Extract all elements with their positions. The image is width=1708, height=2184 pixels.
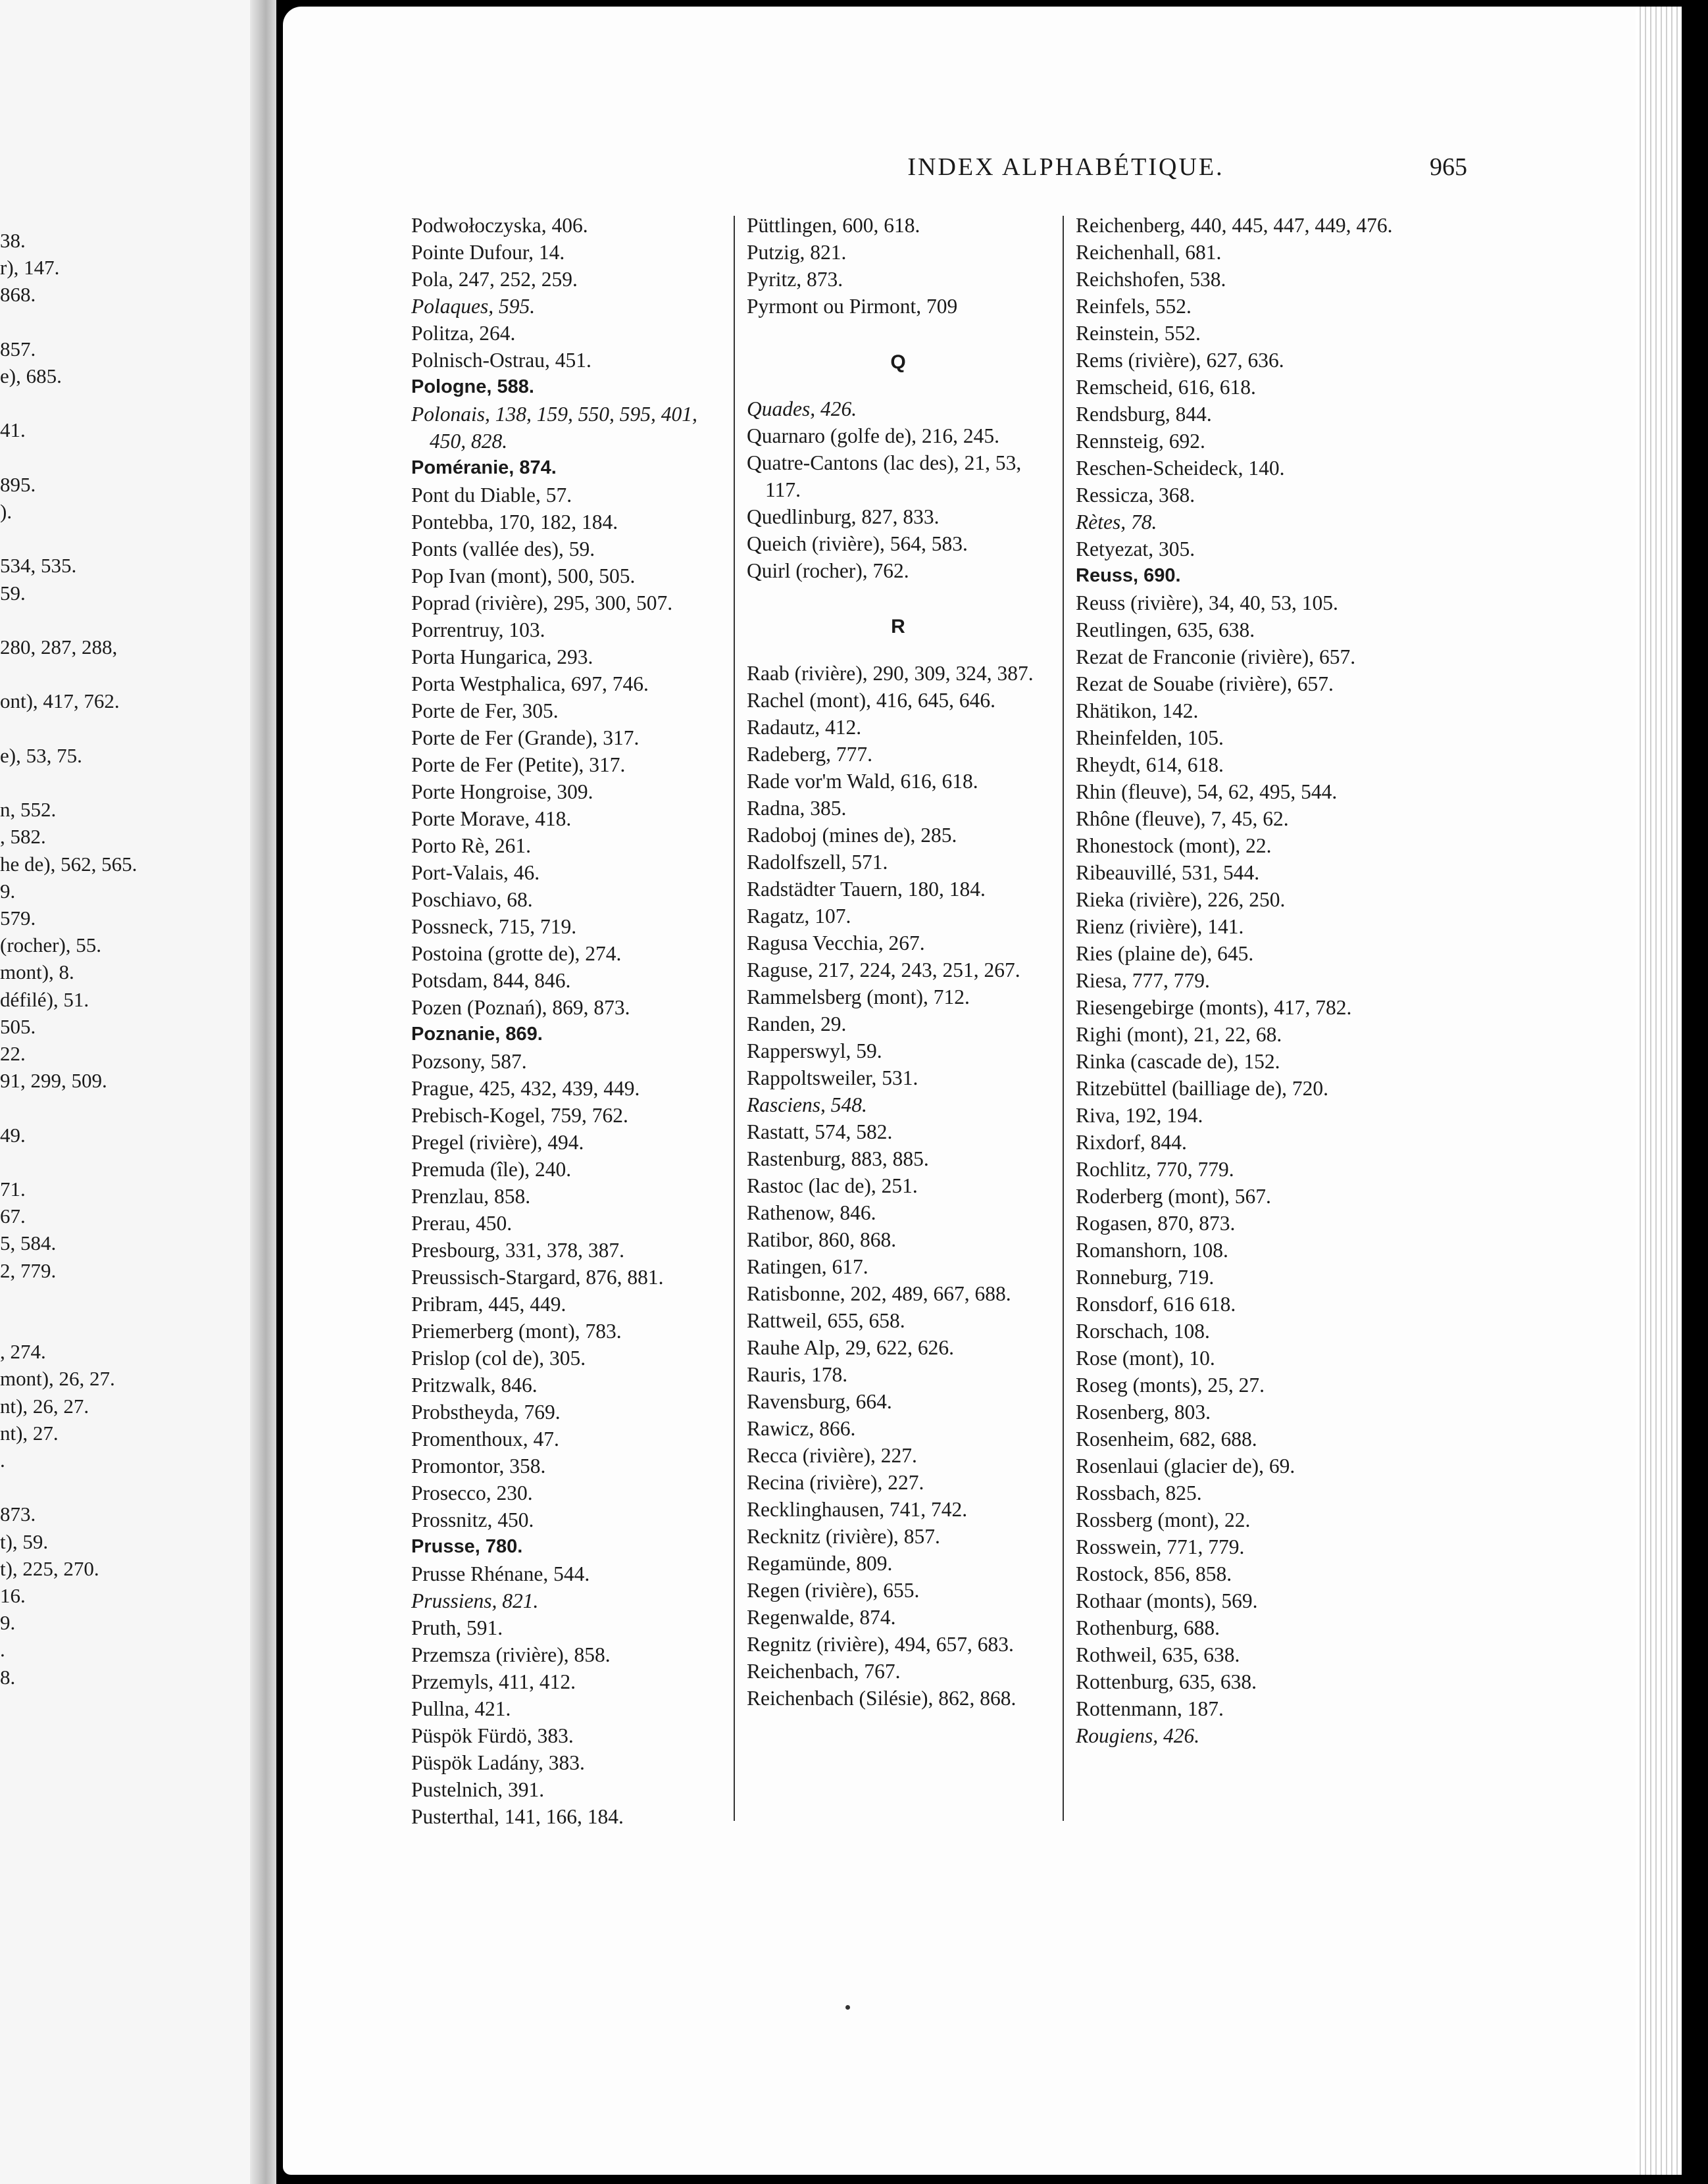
- index-entry: Politza, 264.: [411, 322, 516, 345]
- index-entry: Reschen-Scheideck, 140.: [1076, 457, 1285, 480]
- left-page-text-fragment: 505.: [0, 1014, 36, 1038]
- index-entry: Rennsteig, 692.: [1076, 430, 1205, 453]
- index-entry: Rienz (rivière), 141.: [1076, 915, 1244, 938]
- index-entry: Reinfels, 552.: [1076, 295, 1192, 318]
- left-page-text-fragment: 2, 779.: [0, 1258, 57, 1282]
- index-entry: Possneck, 715, 719.: [411, 915, 577, 938]
- index-entry: Ratibor, 860, 868.: [747, 1228, 897, 1251]
- index-entry: Regenwalde, 874.: [747, 1606, 896, 1629]
- index-entry: Pozen (Poznań), 869, 873.: [411, 996, 630, 1019]
- index-entry: Putzig, 821.: [747, 241, 847, 264]
- index-entry: Pustelnich, 391.: [411, 1778, 545, 1801]
- index-entry: Rheydt, 614, 618.: [1076, 753, 1224, 776]
- index-entry: Remscheid, 616, 618.: [1076, 376, 1256, 399]
- left-page-text-fragment: 38.: [0, 229, 26, 252]
- left-page-text-fragment: défilé), 51.: [0, 987, 89, 1011]
- index-entry: Poméranie, 874.: [411, 457, 557, 478]
- index-column-1: [411, 212, 720, 1830]
- index-column-2: [747, 212, 1049, 1712]
- index-entry: Porta Hungarica, 293.: [411, 645, 593, 668]
- index-entry: Rasciens, 548.: [747, 1093, 867, 1116]
- index-entry: Priemerberg (mont), 783.: [411, 1320, 622, 1343]
- index-entry: Rawicz, 866.: [747, 1417, 856, 1440]
- index-entry: Rosenberg, 803.: [1076, 1401, 1211, 1424]
- left-page-text-fragment: 895.: [0, 472, 36, 496]
- left-page-text-fragment: 59.: [0, 581, 26, 605]
- left-page-text-fragment: ont), 417, 762.: [0, 689, 120, 713]
- index-entry: Promontor, 358.: [411, 1454, 546, 1477]
- index-entry: Porta Westphalica, 697, 746.: [411, 672, 649, 695]
- index-entry: Reutlingen, 635, 638.: [1076, 618, 1255, 641]
- index-entry: Pologne, 588.: [411, 376, 534, 397]
- index-entry: Reichshofen, 538.: [1076, 268, 1226, 291]
- left-page-text-fragment: 857.: [0, 337, 36, 360]
- index-entry: Rastenburg, 883, 885.: [747, 1147, 929, 1170]
- index-entry: Raab (rivière), 290, 309, 324, 387.: [747, 662, 1034, 685]
- index-entry: Ribeauvillé, 531, 544.: [1076, 861, 1260, 884]
- column-divider: [1063, 216, 1064, 1821]
- index-entry: Prusse, 780.: [411, 1536, 523, 1557]
- index-entry: Rothweil, 635, 638.: [1076, 1643, 1240, 1666]
- index-entry: Poznanie, 869.: [411, 1024, 543, 1045]
- index-entry: Radoboj (mines de), 285.: [747, 824, 957, 847]
- index-entry: Rothaar (monts), 569.: [1076, 1589, 1258, 1612]
- index-entry: Przemsza (rivière), 858.: [411, 1643, 611, 1666]
- letter-heading: R: [891, 616, 905, 637]
- index-entry: Pont du Diable, 57.: [411, 484, 572, 507]
- left-page-text-fragment: mont), 8.: [0, 960, 74, 984]
- index-entry: Püspök Fürdö, 383.: [411, 1724, 574, 1747]
- index-entry: Pontebba, 170, 182, 184.: [411, 510, 618, 534]
- left-page-text-fragment: .: [0, 1638, 5, 1662]
- index-entry: Rostock, 856, 858.: [1076, 1562, 1232, 1585]
- index-entry: Reuss (rivière), 34, 40, 53, 105.: [1076, 591, 1338, 614]
- index-entry: Rade vor'm Wald, 616, 618.: [747, 770, 978, 793]
- left-page-text-fragment: , 274.: [0, 1340, 46, 1364]
- index-entry: Rètes, 78.: [1076, 510, 1157, 534]
- left-page-text-fragment: ).: [0, 500, 13, 523]
- index-entry: Riesa, 777, 779.: [1076, 969, 1210, 992]
- index-entry: Preussisch-Stargard, 876, 881.: [411, 1266, 664, 1289]
- index-entry: Probstheyda, 769.: [411, 1401, 561, 1424]
- page-edges: [1636, 7, 1682, 2175]
- index-entry: Püspök Ladány, 383.: [411, 1751, 585, 1774]
- index-entry: Ponts (vallée des), 59.: [411, 537, 595, 560]
- index-entry: Rems (rivière), 627, 636.: [1076, 349, 1284, 372]
- index-entry: Reichenberg, 440, 445, 447, 449, 476.: [1076, 214, 1393, 237]
- index-entry: Rattweil, 655, 658.: [747, 1309, 905, 1332]
- index-entry: Rothenburg, 688.: [1076, 1616, 1220, 1639]
- left-page-text-fragment: 868.: [0, 283, 36, 307]
- index-entry: Regamünde, 809.: [747, 1552, 893, 1575]
- index-column-3: [1076, 212, 1418, 1749]
- index-entry: Ronneburg, 719.: [1076, 1266, 1215, 1289]
- left-page-text-fragment: 67.: [0, 1204, 26, 1228]
- index-entry: Prenzlau, 858.: [411, 1185, 531, 1208]
- left-page-text-fragment: 5, 584.: [0, 1231, 57, 1255]
- index-entry: Rezat de Souabe (rivière), 657.: [1076, 672, 1334, 695]
- index-entry: Rauhe Alp, 29, 622, 626.: [747, 1336, 954, 1359]
- index-entry: Premuda (île), 240.: [411, 1158, 572, 1181]
- index-entry: Raguse, 217, 224, 243, 251, 267.: [747, 958, 1020, 981]
- index-entry: Ries (plaine de), 645.: [1076, 942, 1254, 965]
- index-entry: Ratingen, 617.: [747, 1255, 868, 1278]
- left-page-text-fragment: 9.: [0, 879, 16, 903]
- index-entry: Roseg (monts), 25, 27.: [1076, 1374, 1265, 1397]
- index-entry: Quades, 426.: [747, 397, 857, 420]
- index-entry: Quirl (rocher), 762.: [747, 559, 909, 582]
- index-entry: Prussiens, 821.: [411, 1589, 539, 1612]
- index-entry: Prislop (col de), 305.: [411, 1347, 586, 1370]
- index-entry: Rose (mont), 10.: [1076, 1347, 1215, 1370]
- index-entry: Rhonestock (mont), 22.: [1076, 834, 1272, 857]
- left-page-text-fragment: 579.: [0, 906, 36, 930]
- index-entry: Rheinfelden, 105.: [1076, 726, 1224, 749]
- index-entry: Ronsdorf, 616 618.: [1076, 1293, 1236, 1316]
- index-entry: Rossbach, 825.: [1076, 1481, 1202, 1504]
- index-entry: Ragatz, 107.: [747, 905, 851, 928]
- index-entry: Rappoltsweiler, 531.: [747, 1066, 918, 1089]
- left-page-text-fragment: , 582.: [0, 825, 46, 849]
- index-entry: Queich (rivière), 564, 583.: [747, 532, 968, 555]
- index-entry: Prebisch-Kogel, 759, 762.: [411, 1104, 628, 1127]
- index-entry: Retyezat, 305.: [1076, 537, 1195, 560]
- index-entry: Recca (rivière), 227.: [747, 1444, 917, 1467]
- index-entry: Podwołoczyska, 406.: [411, 214, 588, 237]
- index-entry: Romanshorn, 108.: [1076, 1239, 1228, 1262]
- index-entry: Prossnitz, 450.: [411, 1508, 534, 1531]
- index-entry: Pozsony, 587.: [411, 1050, 527, 1073]
- left-page-text-fragment: t), 225, 270.: [0, 1556, 99, 1580]
- index-entry: Pop Ivan (mont), 500, 505.: [411, 564, 636, 587]
- index-entry: Rastoc (lac de), 251.: [747, 1174, 918, 1197]
- left-page-text-fragment: 91, 299, 509.: [0, 1069, 107, 1093]
- index-entry: Porto Rè, 261.: [411, 834, 532, 857]
- index-entry: Recina (rivière), 227.: [747, 1471, 924, 1494]
- index-entry: Pointe Dufour, 14.: [411, 241, 565, 264]
- index-entry: Radolfszell, 571.: [747, 851, 888, 874]
- index-entry: Rammelsberg (mont), 712.: [747, 985, 970, 1008]
- index-entry: Promenthoux, 47.: [411, 1427, 559, 1451]
- left-page-text-fragment: 9.: [0, 1611, 16, 1635]
- index-entry: Pyritz, 873.: [747, 268, 843, 291]
- left-page-text-fragment: 22.: [0, 1042, 26, 1065]
- left-page-text-fragment: 873.: [0, 1502, 36, 1526]
- index-entry: Rosswein, 771, 779.: [1076, 1535, 1245, 1558]
- index-entry: Rauris, 178.: [747, 1363, 848, 1386]
- index-entry: Radstädter Tauern, 180, 184.: [747, 878, 986, 901]
- index-entry: Reichenbach (Silésie), 862, 868.: [747, 1687, 1017, 1710]
- left-page-text-fragment: 16.: [0, 1584, 26, 1607]
- index-entry: Regnitz (rivière), 494, 657, 683.: [747, 1633, 1014, 1656]
- index-entry: Roderberg (mont), 567.: [1076, 1185, 1271, 1208]
- index-entry: Quatre-Cantons (lac des), 21, 53, 117.: [747, 451, 1022, 501]
- left-page-text-fragment: 71.: [0, 1178, 26, 1201]
- index-entry: Rinka (cascade de), 152.: [1076, 1050, 1280, 1073]
- index-entry: Püttlingen, 600, 618.: [747, 214, 920, 237]
- index-entry: Riva, 192, 194.: [1076, 1104, 1203, 1127]
- index-entry: Rachel (mont), 416, 645, 646.: [747, 689, 995, 712]
- left-page-fragment: [0, 0, 263, 2184]
- index-entry: Rhätikon, 142.: [1076, 699, 1199, 722]
- index-entry: Porte de Fer (Petite), 317.: [411, 753, 626, 776]
- left-page-text-fragment: 49.: [0, 1123, 26, 1147]
- letter-heading: Q: [890, 351, 906, 373]
- index-entry: Potsdam, 844, 846.: [411, 969, 571, 992]
- index-entry: Rixdorf, 844.: [1076, 1131, 1187, 1154]
- index-entry: Pyrmont ou Pirmont, 709: [747, 295, 958, 318]
- index-entry: Porrentruy, 103.: [411, 618, 545, 641]
- index-entry: Pribram, 445, 449.: [411, 1293, 566, 1316]
- index-entry: Prerau, 450.: [411, 1212, 513, 1235]
- index-entry: Prague, 425, 432, 439, 449.: [411, 1077, 640, 1100]
- index-entry: Rendsburg, 844.: [1076, 403, 1212, 426]
- left-page-text-fragment: (rocher), 55.: [0, 933, 102, 957]
- left-page-text-fragment: he de), 562, 565.: [0, 852, 138, 876]
- index-entry: Rossberg (mont), 22.: [1076, 1508, 1251, 1531]
- index-entry: Porte Hongroise, 309.: [411, 780, 593, 803]
- left-page-text-fragment: 41.: [0, 418, 26, 442]
- index-entry: Pullna, 421.: [411, 1697, 511, 1720]
- left-page-text-fragment: t), 59.: [0, 1529, 49, 1553]
- book-gutter: [250, 0, 276, 2184]
- left-page-text-fragment: nt), 27.: [0, 1421, 59, 1445]
- left-page-text-fragment: e), 685.: [0, 364, 62, 387]
- printer-mark: [845, 2005, 850, 2010]
- index-entry: Pregel (rivière), 494.: [411, 1131, 584, 1154]
- left-page-text-fragment: n, 552.: [0, 798, 57, 822]
- left-page-text-fragment: 280, 287, 288,: [0, 635, 118, 658]
- index-entry: Ressicza, 368.: [1076, 484, 1195, 507]
- index-entry: Rosenheim, 682, 688.: [1076, 1427, 1257, 1451]
- index-entry: Ragusa Vecchia, 267.: [747, 931, 925, 955]
- index-entry: Rieka (rivière), 226, 250.: [1076, 888, 1286, 911]
- index-entry: Przemyls, 411, 412.: [411, 1670, 576, 1693]
- index-entry: Randen, 29.: [747, 1012, 847, 1035]
- index-entry: Ravensburg, 664.: [747, 1390, 892, 1413]
- left-page-text-fragment: 534, 535.: [0, 554, 77, 578]
- index-entry: Rezat de Franconie (rivière), 657.: [1076, 645, 1356, 668]
- index-entry: Reinstein, 552.: [1076, 322, 1201, 345]
- index-entry: Polnisch-Ostrau, 451.: [411, 349, 591, 372]
- index-entry: Rougiens, 426.: [1076, 1724, 1200, 1747]
- right-page: [283, 7, 1682, 2175]
- index-entry: Pritzwalk, 846.: [411, 1374, 538, 1397]
- column-divider: [734, 216, 735, 1821]
- index-entry: Reichenbach, 767.: [747, 1660, 901, 1683]
- left-page-text-fragment: .: [0, 1449, 5, 1472]
- index-entry: Rogasen, 870, 873.: [1076, 1212, 1236, 1235]
- index-entry: Postoina (grotte de), 274.: [411, 942, 622, 965]
- index-entry: Reuss, 690.: [1076, 565, 1181, 586]
- page-number: 965: [1430, 153, 1467, 181]
- index-entry: Rastatt, 574, 582.: [747, 1120, 893, 1143]
- index-entry: Poschiavo, 68.: [411, 888, 533, 911]
- index-entry: Pruth, 591.: [411, 1616, 503, 1639]
- index-entry: Ritzebüttel (bailliage de), 720.: [1076, 1077, 1328, 1100]
- index-entry: Pola, 247, 252, 259.: [411, 268, 578, 291]
- index-entry: Prusse Rhénane, 544.: [411, 1562, 590, 1585]
- index-entry: Ratisbonne, 202, 489, 667, 688.: [747, 1282, 1011, 1305]
- index-entry: Pusterthal, 141, 166, 184.: [411, 1805, 624, 1828]
- index-entry: Regen (rivière), 655.: [747, 1579, 920, 1602]
- index-entry: Porte de Fer, 305.: [411, 699, 559, 722]
- running-head: INDEX ALPHABÉTIQUE.: [907, 153, 1224, 181]
- left-page-text-fragment: e), 53, 75.: [0, 743, 82, 767]
- index-entry: Quarnaro (golfe de), 216, 245.: [747, 424, 999, 447]
- index-entry: Rosenlaui (glacier de), 69.: [1076, 1454, 1295, 1477]
- left-page-text-fragment: mont), 26, 27.: [0, 1367, 115, 1391]
- index-entry: Poprad (rivière), 295, 300, 507.: [411, 591, 673, 614]
- index-entry: Radautz, 412.: [747, 716, 862, 739]
- index-entry: Radeberg, 777.: [747, 743, 872, 766]
- index-entry: Porte Morave, 418.: [411, 807, 572, 830]
- left-page-text-fragment: r), 147.: [0, 256, 60, 280]
- index-entry: Reichenhall, 681.: [1076, 241, 1222, 264]
- index-entry: Recknitz (rivière), 857.: [747, 1525, 940, 1548]
- index-entry: Recklinghausen, 741, 742.: [747, 1498, 968, 1521]
- left-page-text-fragment: 8.: [0, 1665, 16, 1689]
- index-entry: Presbourg, 331, 378, 387.: [411, 1239, 625, 1262]
- index-entry: Righi (mont), 21, 22, 68.: [1076, 1023, 1282, 1046]
- index-entry: Rorschach, 108.: [1076, 1320, 1210, 1343]
- index-entry: Polaques, 595.: [411, 295, 536, 318]
- index-entry: Rhône (fleuve), 7, 45, 62.: [1076, 807, 1289, 830]
- index-entry: Prosecco, 230.: [411, 1481, 533, 1504]
- index-entry: Rathenow, 846.: [747, 1201, 876, 1224]
- index-entry: Port-Valais, 46.: [411, 861, 540, 884]
- index-entry: Radna, 385.: [747, 797, 847, 820]
- index-entry: Rapperswyl, 59.: [747, 1039, 882, 1062]
- index-entry: Polonais, 138, 159, 550, 595, 401, 450, 828.: [411, 403, 697, 453]
- index-entry: Rottenmann, 187.: [1076, 1697, 1224, 1720]
- index-entry: Rhin (fleuve), 54, 62, 495, 544.: [1076, 780, 1338, 803]
- index-entry: Riesengebirge (monts), 417, 782.: [1076, 996, 1352, 1019]
- index-entry: Quedlinburg, 827, 833.: [747, 505, 940, 528]
- index-entry: Rottenburg, 635, 638.: [1076, 1670, 1257, 1693]
- index-entry: Porte de Fer (Grande), 317.: [411, 726, 640, 749]
- index-entry: Rochlitz, 770, 779.: [1076, 1158, 1234, 1181]
- left-page-text-fragment: nt), 26, 27.: [0, 1394, 89, 1418]
